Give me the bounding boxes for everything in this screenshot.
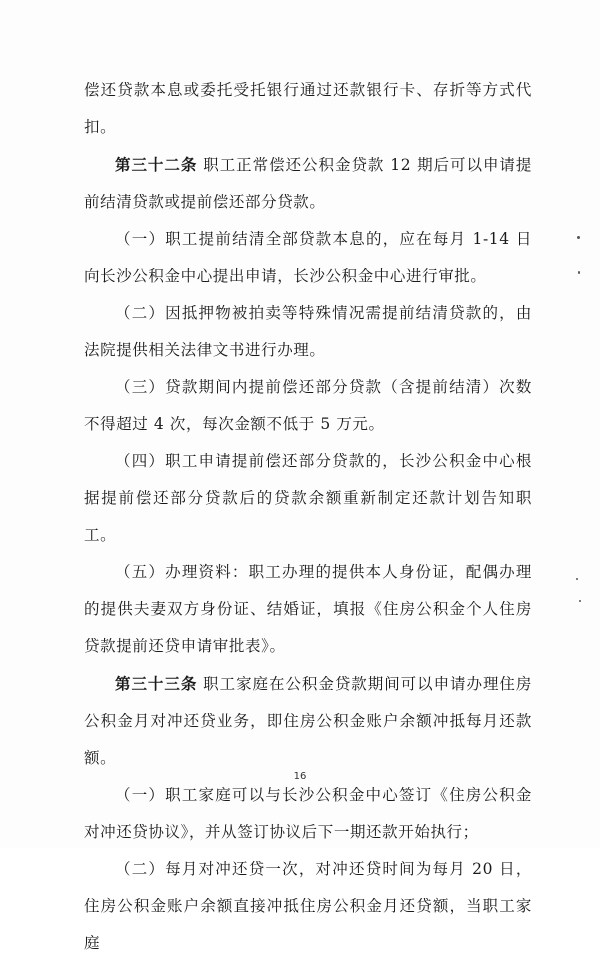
- article-33-paragraph: [84, 665, 532, 777]
- article-32-paragraph: [84, 146, 532, 221]
- scan-speck: [576, 578, 578, 580]
- scan-speck: [579, 600, 581, 602]
- paragraph-text: 偿还贷款本息或委托受托银行通过还款银行卡、存折等方式代扣。: [84, 81, 532, 136]
- paragraph-text: 职工正常偿还公积金贷款 12 期后可以申请提前结清贷款或提前偿还部分贷款。: [84, 156, 532, 211]
- paragraph-text: （一）职工提前结清全部贷款本息的，应在每月 1-14 日向长沙公积金中心提出申请，长沙公积金中心进行审批。: [84, 230, 532, 285]
- clause-4-paragraph: [84, 443, 532, 554]
- paragraph-text: （三）贷款期间内提前偿还部分贷款（含提前结清）次数不得超过 4 次，每次金额不低于 5 万元。: [84, 378, 532, 433]
- clause-2-paragraph-b: [84, 851, 532, 962]
- document-body: [84, 72, 532, 962]
- clause-1-paragraph: [84, 221, 532, 295]
- paragraph-text: （五）办理资料：职工办理的提供本人身份证，配偶办理的提供夫妻双方身份证、结婚证，填报《住房公积金个人住房贷款提前还贷申请审批表》。: [84, 563, 532, 655]
- article-heading: 第三十三条: [115, 674, 198, 693]
- paragraph-text: 职工家庭在公积金贷款期间可以申请办理住房公积金月对冲还贷业务，即住房公积金账户余额冲抵每月还款额。: [84, 675, 532, 767]
- clause-3-paragraph: [84, 369, 532, 443]
- page-number: 16: [293, 771, 307, 782]
- paragraph-text: （二）因抵押物被拍卖等特殊情况需提前结清贷款的，由法院提供相关法律文书进行办理。: [84, 304, 532, 359]
- clause-5-paragraph: [84, 554, 532, 665]
- paragraph-continuation: [84, 72, 532, 146]
- paragraph-text: （四）职工申请提前偿还部分贷款的，长沙公积金中心根据提前偿还部分贷款后的贷款余额重新制定还款计划告知职工。: [84, 452, 532, 544]
- article-heading: 第三十二条: [115, 155, 198, 174]
- scan-speck: [578, 271, 580, 274]
- scan-speck: [577, 236, 580, 239]
- paragraph-text: （二）每月对冲还贷一次，对冲还贷时间为每月 20 日，住房公积金账户余额直接冲抵住房公积金月还贷额，当职工家庭: [84, 860, 532, 952]
- paragraph-text: （一）职工家庭可以与长沙公积金中心签订《住房公积金对冲还贷协议》，并从签订协议后下一期还款开始执行；: [84, 786, 532, 841]
- clause-1-paragraph-b: [84, 777, 532, 851]
- clause-2-paragraph: [84, 295, 532, 369]
